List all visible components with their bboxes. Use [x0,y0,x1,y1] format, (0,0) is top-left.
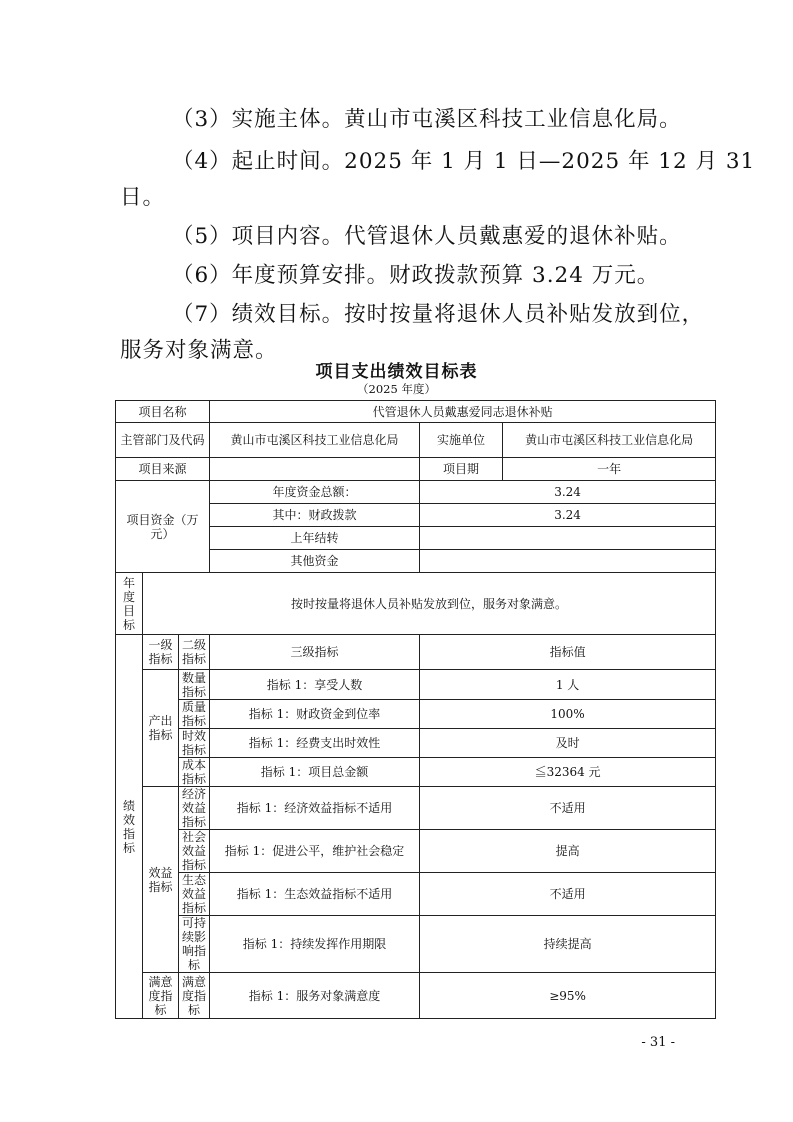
level2-ecological: 生态效益指标 [179,873,210,916]
period-value: 一年 [503,458,716,481]
annual-goal-value: 按时按量将退休人员补贴发放到位，服务对象满意。 [143,573,716,635]
perf-indicators-label: 绩效指标 [116,635,143,1019]
value-ecological: 不适用 [420,873,716,916]
value-timeliness: 及时 [420,729,716,758]
level3-timeliness: 指标 1：经费支出时效性 [210,729,420,758]
output-indicators-label: 产出指标 [143,670,179,787]
table-row [116,973,716,1019]
benefit-indicators-label: 效益指标 [143,787,179,973]
paragraph-period-line2: 日。 [120,185,166,210]
table-row [116,830,716,873]
period-label: 项目期 [420,458,503,481]
value-beneficiaries: 1 人 [420,670,716,700]
table-row [116,573,716,635]
funds-other-value [420,550,716,573]
impl-label: 实施单位 [420,423,503,458]
page-number: - 31 - [641,1035,675,1050]
value-social: 提高 [420,830,716,873]
dept-label: 主管部门及代码 [116,423,210,458]
project-name-label: 项目名称 [116,401,210,423]
value-economic: 不适用 [420,787,716,830]
level3-total-amount: 指标 1：项目总金额 [210,758,420,787]
header-value: 指标值 [420,635,716,670]
satisfaction-indicators-label: 满意度指标 [143,973,179,1019]
funds-other-label: 其他资金 [210,550,420,573]
level3-social: 指标 1：促进公平，维护社会稳定 [210,830,420,873]
funds-label: 项目资金（万元） [116,481,210,573]
paragraph-content: （5）项目内容。代管退休人员戴惠爱的退休补贴。 [172,224,682,249]
source-value [210,458,420,481]
table-row [116,787,716,830]
table-row [116,670,716,700]
paragraph-period-line1: （4）起止时间。2025 年 1 月 1 日—2025 年 12 月 31 [172,149,756,174]
funds-total-value: 3.24 [420,481,716,504]
header-level1: 一级指标 [143,635,179,670]
level2-quantity: 数量指标 [179,670,210,700]
annual-goal-label: 年度目标 [116,573,143,635]
funds-carryover-value [420,527,716,550]
table-subtitle: （2025 年度） [357,382,436,396]
table-row [116,458,716,481]
table-row [116,916,716,973]
table-title: 项目支出绩效目标表 [315,362,478,382]
impl-value: 黄山市屯溪区科技工业信息化局 [503,423,716,458]
table-row [116,635,716,670]
performance-goal-table [115,400,716,1019]
table-row [116,873,716,916]
table-row [116,481,716,504]
source-label: 项目来源 [116,458,210,481]
level2-timeliness: 时效指标 [179,729,210,758]
project-name-value: 代管退休人员戴惠爱同志退休补贴 [210,401,716,423]
level2-social: 社会效益指标 [179,830,210,873]
value-sustainable: 持续提高 [420,916,716,973]
funds-carryover-label: 上年结转 [210,527,420,550]
table-row [116,423,716,458]
level3-ecological: 指标 1：生态效益指标不适用 [210,873,420,916]
table-row [116,729,716,758]
value-total-amount: ≦32364 元 [420,758,716,787]
level2-quality: 质量指标 [179,700,210,729]
level2-cost: 成本指标 [179,758,210,787]
level3-beneficiaries: 指标 1：享受人数 [210,670,420,700]
paragraph-goal-line1: （7）绩效目标。按时按量将退休人员补贴发放到位， [172,302,705,327]
dept-value: 黄山市屯溪区科技工业信息化局 [210,423,420,458]
level3-funding-rate: 指标 1：财政资金到位率 [210,700,420,729]
funds-total-label: 年度资金总额： [210,481,420,504]
table-row [116,401,716,423]
table-row [116,700,716,729]
value-satisfaction: ≥95% [420,973,716,1019]
level3-satisfaction: 指标 1：服务对象满意度 [210,973,420,1019]
level2-satisfaction: 满意度指标 [179,973,210,1019]
level3-economic: 指标 1：经济效益指标不适用 [210,787,420,830]
level3-sustainable: 指标 1：持续发挥作用期限 [210,916,420,973]
table-row [116,758,716,787]
funds-fiscal-label: 其中：财政拨款 [210,504,420,527]
header-level2: 二级指标 [179,635,210,670]
header-level3: 三级指标 [210,635,420,670]
paragraph-budget: （6）年度预算安排。财政拨款预算 3.24 万元。 [172,263,660,288]
level2-sustainable: 可持续影响指标 [179,916,210,973]
value-funding-rate: 100% [420,700,716,729]
paragraph-implementer: （3）实施主体。黄山市屯溪区科技工业信息化局。 [172,107,682,132]
funds-fiscal-value: 3.24 [420,504,716,527]
paragraph-goal-line2: 服务对象满意。 [120,338,278,363]
level2-economic: 经济效益指标 [179,787,210,830]
